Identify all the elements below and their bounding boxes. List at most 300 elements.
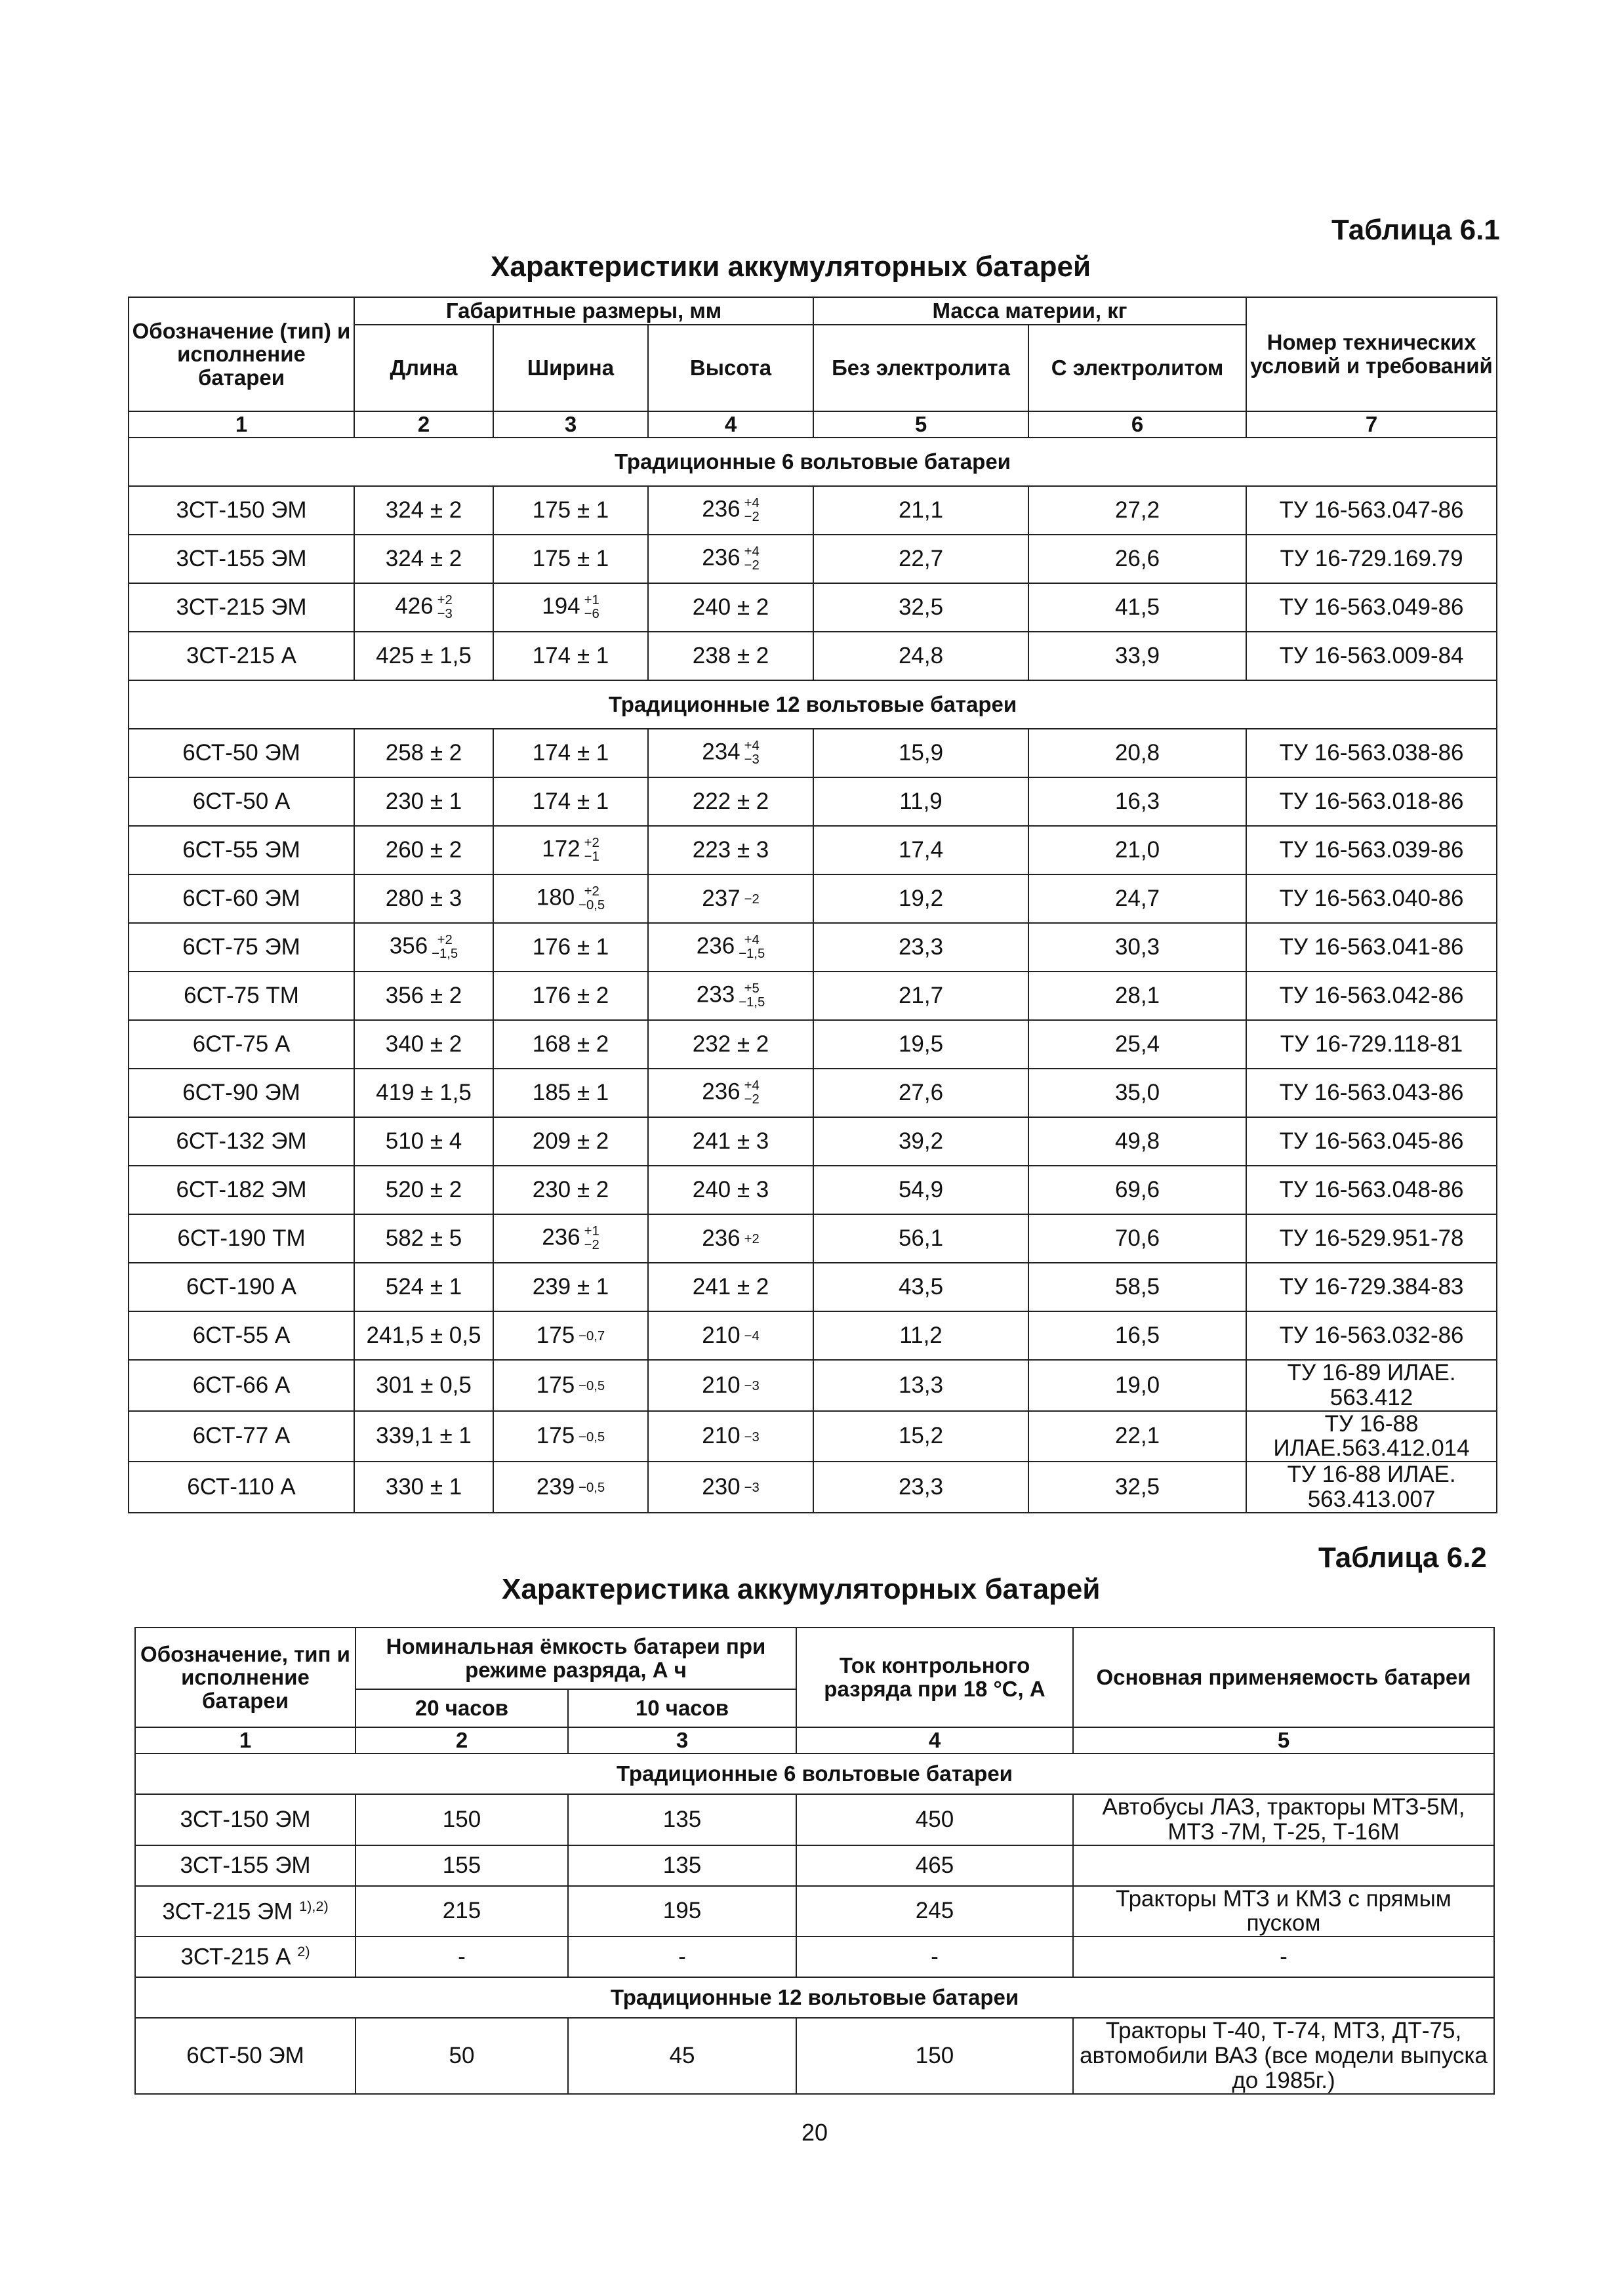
width-value: 194: [542, 593, 580, 619]
height-value: 210: [702, 1423, 741, 1449]
cell-width: [493, 972, 648, 1020]
table2-12v-rows: [135, 2018, 1494, 2093]
cell-length: [354, 1462, 493, 1513]
table2-label: Таблица 6.2: [1318, 1542, 1487, 1574]
width-value: 176 ± 2: [532, 983, 609, 1009]
tolerance-lower: −0,5: [579, 1481, 605, 1496]
type-value: 3СТ-155 ЭМ: [180, 1852, 311, 1878]
height-value: 236: [702, 544, 741, 571]
length-value: 324 ± 2: [385, 546, 462, 572]
width-tolerance: [579, 885, 605, 913]
cell-usage: Автобусы ЛАЗ, тракторы МТЗ-5М, МТЗ -7М, Т-25, Т-16М: [1073, 1794, 1494, 1845]
cell-length: [354, 583, 493, 632]
table-row: [135, 2018, 1494, 2093]
table-row: [135, 1794, 1494, 1845]
cell-tu: ТУ 16-88 ИЛАЕ. 563.413.007: [1246, 1462, 1497, 1513]
table-row: [129, 923, 1497, 972]
cell-c10: 135: [568, 1794, 796, 1845]
length-value: 419 ± 1,5: [376, 1080, 472, 1106]
cell-mass-wet: 26,6: [1028, 535, 1246, 583]
cell-tu: ТУ 16-729.384-83: [1246, 1263, 1497, 1311]
cell-mass-dry: 23,3: [813, 1462, 1028, 1513]
length-value: 340 ± 2: [385, 1031, 462, 1057]
cell-c10: -: [568, 1937, 796, 1977]
cell-length: [354, 1311, 493, 1360]
cell-tu: ТУ 16-563.045-86: [1246, 1117, 1497, 1166]
height-value: 241 ± 3: [692, 1128, 769, 1155]
cell-width: [493, 1069, 648, 1117]
height-value: 236: [702, 496, 741, 522]
cell-type: 6СТ-190 А: [129, 1263, 354, 1311]
table-row: [129, 1117, 1497, 1166]
cell-mass-wet: 16,3: [1028, 777, 1246, 826]
cell-tu: ТУ 16-729.169.79: [1246, 535, 1497, 583]
cell-type: 6СТ-75 А: [129, 1020, 354, 1069]
cell-current: 150: [796, 2018, 1073, 2093]
footnote-mark: 2): [297, 1943, 310, 1960]
height-value: 236: [696, 933, 735, 959]
height-tolerance: [744, 1330, 760, 1343]
cell-tu: ТУ 16-563.048-86: [1246, 1166, 1497, 1214]
length-value: 301 ± 0,5: [376, 1372, 472, 1398]
column-numbers: [129, 411, 1497, 438]
tolerance-lower: −6: [584, 607, 599, 621]
width-value: 172: [542, 836, 580, 862]
height-tolerance: [744, 497, 760, 525]
header-dimensions: Габаритные размеры, мм: [354, 297, 813, 325]
cell-tu: ТУ 16-563.049-86: [1246, 583, 1497, 632]
column-number: 7: [1246, 411, 1497, 438]
cell-mass-wet: 22,1: [1028, 1411, 1246, 1462]
cell-mass-dry: 19,5: [813, 1020, 1028, 1069]
cell-height: [648, 583, 813, 632]
cell-length: [354, 632, 493, 680]
width-value: 174 ± 1: [532, 643, 609, 669]
tolerance-upper: +1: [584, 592, 599, 607]
cell-type: 6СТ-75 ЭМ: [129, 923, 354, 972]
cell-type: 6СТ-66 А: [129, 1360, 354, 1411]
table-row: [129, 777, 1497, 826]
length-value: 425 ± 1,5: [376, 643, 472, 669]
height-value: 236: [702, 1225, 741, 1252]
cell-mass-wet: 16,5: [1028, 1311, 1246, 1360]
cell-width: [493, 1311, 648, 1360]
header-without-electrolyte: Без электролита: [813, 325, 1028, 411]
cell-mass-wet: 20,8: [1028, 729, 1246, 777]
tolerance-upper: +2: [437, 932, 453, 947]
height-value: 237: [702, 886, 741, 912]
cell-length: [354, 1020, 493, 1069]
cell-width: [493, 777, 648, 826]
cell-tu: ТУ 16-563.040-86: [1246, 874, 1497, 923]
cell-length: [354, 874, 493, 923]
height-value: 210: [702, 1372, 741, 1398]
cell-mass-dry: 43,5: [813, 1263, 1028, 1311]
cell-height: [648, 632, 813, 680]
cell-mass-wet: 19,0: [1028, 1360, 1246, 1411]
table1-title: Характеристики аккумуляторных батарей: [491, 251, 1091, 283]
height-value: 236: [702, 1078, 741, 1105]
cell-length: [354, 486, 493, 535]
cell-width: [493, 1020, 648, 1069]
tolerance-lower: −0,5: [579, 1429, 605, 1445]
table-row: [129, 1311, 1497, 1360]
column-number: 5: [1073, 1727, 1494, 1753]
length-value: 280 ± 3: [385, 886, 462, 912]
height-tolerance: [744, 1481, 760, 1495]
cell-mass-dry: 15,9: [813, 729, 1028, 777]
cell-type: 6СТ-60 ЭМ: [129, 874, 354, 923]
cell-height: [648, 1360, 813, 1411]
cell-length: [354, 826, 493, 874]
table-row: [129, 535, 1497, 583]
cell-type: [135, 2018, 355, 2093]
tolerance-lower: −1: [584, 850, 599, 864]
cell-height: [648, 535, 813, 583]
length-value: 330 ± 1: [385, 1474, 462, 1500]
cell-width: [493, 729, 648, 777]
cell-c20: 50: [355, 2018, 568, 2093]
table-row: [129, 826, 1497, 874]
cell-mass-dry: 21,1: [813, 486, 1028, 535]
header-length: Длина: [354, 325, 493, 411]
cell-type: 6СТ-75 ТМ: [129, 972, 354, 1020]
cell-c20: 215: [355, 1886, 568, 1937]
tolerance-lower: −3: [744, 752, 760, 767]
column-number: 5: [813, 411, 1028, 438]
cell-length: [354, 535, 493, 583]
cell-height: [648, 972, 813, 1020]
cell-type: 6СТ-50 ЭМ: [129, 729, 354, 777]
column-number: 2: [355, 1727, 568, 1753]
cell-height: [648, 1462, 813, 1513]
cell-mass-dry: 22,7: [813, 535, 1028, 583]
cell-type: 6СТ-55 А: [129, 1311, 354, 1360]
cell-mass-wet: 41,5: [1028, 583, 1246, 632]
cell-tu: ТУ 16-563.018-86: [1246, 777, 1497, 826]
cell-mass-dry: 13,3: [813, 1360, 1028, 1411]
cell-type: 6СТ-132 ЭМ: [129, 1117, 354, 1166]
length-value: 524 ± 1: [385, 1274, 462, 1300]
cell-c10: 45: [568, 2018, 796, 2093]
tolerance-lower: −1,5: [739, 947, 765, 961]
cell-mass-wet: 58,5: [1028, 1263, 1246, 1311]
width-tolerance: [579, 1481, 605, 1495]
cell-type: 6СТ-90 ЭМ: [129, 1069, 354, 1117]
column-number: 2: [354, 411, 493, 438]
cell-mass-dry: 21,7: [813, 972, 1028, 1020]
cell-width: [493, 1263, 648, 1311]
width-tolerance: [584, 594, 599, 622]
cell-width: [493, 874, 648, 923]
table-row: [129, 486, 1497, 535]
cell-type: 3СТ-215 А: [129, 632, 354, 680]
height-value: 230: [702, 1474, 741, 1500]
cell-mass-dry: 54,9: [813, 1166, 1028, 1214]
table-row: [129, 1214, 1497, 1263]
tolerance-upper: +2: [744, 1232, 760, 1247]
tolerance-upper: +2: [437, 592, 453, 607]
cell-usage: [1073, 1845, 1494, 1886]
length-value: 582 ± 5: [385, 1225, 462, 1252]
cell-length: [354, 1263, 493, 1311]
width-value: 239: [536, 1474, 575, 1500]
cell-type: 6СТ-182 ЭМ: [129, 1166, 354, 1214]
cell-width: [493, 1117, 648, 1166]
tolerance-lower: −3: [744, 1379, 760, 1393]
height-tolerance: [739, 982, 765, 1010]
cell-type: [135, 1937, 355, 1977]
cell-width: [493, 535, 648, 583]
cell-tu: ТУ 16-563.039-86: [1246, 826, 1497, 874]
cell-type: 6СТ-55 ЭМ: [129, 826, 354, 874]
cell-c20: 155: [355, 1845, 568, 1886]
column-number: 4: [648, 411, 813, 438]
cell-tu: ТУ 16-529.951-78: [1246, 1214, 1497, 1263]
type-value: 3СТ-150 ЭМ: [180, 1806, 311, 1832]
cell-type: 6СТ-50 А: [129, 777, 354, 826]
t2-header-current: Ток контрольного разряда при 18 °С, А: [796, 1628, 1073, 1727]
cell-height: [648, 1263, 813, 1311]
cell-mass-dry: 17,4: [813, 826, 1028, 874]
table-row: [129, 874, 1497, 923]
column-number: 6: [1028, 411, 1246, 438]
tolerance-upper: +4: [744, 932, 760, 947]
cell-tu: ТУ 16-563.043-86: [1246, 1069, 1497, 1117]
tolerance-upper: +2: [584, 835, 599, 850]
header-designation: Обозначение (тип) и исполнение батареи: [129, 297, 354, 411]
length-value: 356: [389, 933, 428, 959]
length-value: 510 ± 4: [385, 1128, 462, 1155]
column-number: 3: [568, 1727, 796, 1753]
height-tolerance: [744, 545, 760, 573]
cell-length: [354, 1411, 493, 1462]
height-value: 232 ± 2: [692, 1031, 769, 1057]
cell-length: [354, 729, 493, 777]
tolerance-upper: +5: [744, 981, 760, 996]
tolerance-lower: −2: [744, 892, 760, 907]
cell-mass-dry: 19,2: [813, 874, 1028, 923]
cell-c20: -: [355, 1937, 568, 1977]
cell-type: 6СТ-77 А: [129, 1411, 354, 1462]
t2-header-designation: Обозначение, тип и исполнение батареи: [135, 1628, 355, 1727]
cell-height: [648, 1166, 813, 1214]
cell-mass-dry: 15,2: [813, 1411, 1028, 1462]
cell-c10: 135: [568, 1845, 796, 1886]
cell-mass-wet: 35,0: [1028, 1069, 1246, 1117]
cell-width: [493, 1214, 648, 1263]
cell-tu: ТУ 16-563.047-86: [1246, 486, 1497, 535]
height-value: 234: [702, 739, 741, 765]
width-value: 236: [542, 1224, 580, 1250]
width-tolerance: [584, 1225, 599, 1253]
cell-mass-dry: 24,8: [813, 632, 1028, 680]
table-row: [129, 1462, 1497, 1513]
column-number: 4: [796, 1727, 1073, 1753]
page-number: 20: [802, 2119, 828, 2146]
length-value: 426: [395, 593, 434, 619]
cell-height: [648, 923, 813, 972]
cell-type: 3СТ-215 ЭМ: [129, 583, 354, 632]
width-tolerance: [579, 1330, 605, 1343]
footnote-mark: 1),2): [299, 1897, 329, 1914]
cell-width: [493, 826, 648, 874]
height-tolerance: [744, 1233, 760, 1246]
table2-title: Характеристика аккумуляторных батарей: [502, 1573, 1101, 1605]
width-value: 174 ± 1: [532, 789, 609, 815]
cell-mass-dry: 39,2: [813, 1117, 1028, 1166]
height-tolerance: [744, 1380, 760, 1393]
tolerance-upper: +4: [744, 1078, 760, 1093]
table-row: [129, 729, 1497, 777]
tolerance-lower: −2: [744, 1092, 760, 1107]
t2-section-6v: Традиционные 6 вольтовые батареи: [135, 1753, 1494, 1794]
height-value: 240 ± 2: [692, 594, 769, 621]
t2-header-20h: 20 часов: [355, 1689, 568, 1727]
cell-length: [354, 923, 493, 972]
height-tolerance: [744, 1079, 760, 1107]
tolerance-lower: −3: [744, 1481, 760, 1496]
length-value: 520 ± 2: [385, 1177, 462, 1203]
table-row: [129, 1411, 1497, 1462]
cell-usage: -: [1073, 1937, 1494, 1977]
table2: [134, 1627, 1495, 2095]
header-width: Ширина: [493, 325, 648, 411]
cell-length: [354, 1069, 493, 1117]
height-value: 238 ± 2: [692, 643, 769, 669]
table-row: [129, 1020, 1497, 1069]
height-value: 223 ± 3: [692, 837, 769, 863]
cell-height: [648, 486, 813, 535]
cell-height: [648, 1311, 813, 1360]
tolerance-lower: −4: [744, 1329, 760, 1344]
cell-mass-wet: 33,9: [1028, 632, 1246, 680]
tolerance-lower: −0,5: [579, 1379, 605, 1393]
height-value: 240 ± 3: [692, 1177, 769, 1203]
length-value: 356 ± 2: [385, 983, 462, 1009]
cell-height: [648, 874, 813, 923]
cell-current: 465: [796, 1845, 1073, 1886]
cell-type: 6СТ-110 А: [129, 1462, 354, 1513]
column-number: 1: [135, 1727, 355, 1753]
height-value: 233: [696, 981, 735, 1008]
length-value: 339,1 ± 1: [376, 1423, 472, 1449]
type-value: 3СТ-215 ЭМ: [162, 1898, 293, 1925]
width-tolerance: [579, 1431, 605, 1445]
cell-tu: ТУ 16-563.032-86: [1246, 1311, 1497, 1360]
cell-width: [493, 632, 648, 680]
height-tolerance: [739, 933, 765, 962]
tolerance-lower: −1,5: [432, 947, 458, 961]
cell-current: 245: [796, 1886, 1073, 1937]
cell-width: [493, 1411, 648, 1462]
cell-tu: ТУ 16-89 ИЛАЕ. 563.412: [1246, 1360, 1497, 1411]
cell-mass-dry: 27,6: [813, 1069, 1028, 1117]
cell-current: -: [796, 1937, 1073, 1977]
width-value: 175: [536, 1423, 575, 1449]
table-row: [135, 1886, 1494, 1937]
tolerance-lower: −2: [584, 1238, 599, 1252]
cell-type: 3СТ-150 ЭМ: [129, 486, 354, 535]
cell-tu: ТУ 16-88 ИЛАЕ.563.412.014: [1246, 1411, 1497, 1462]
cell-length: [354, 1360, 493, 1411]
cell-type: [135, 1845, 355, 1886]
table-row: [129, 1360, 1497, 1411]
cell-length: [354, 777, 493, 826]
height-tolerance: [744, 1431, 760, 1445]
table1-label: Таблица 6.1: [1331, 214, 1500, 246]
cell-tu: ТУ 16-563.042-86: [1246, 972, 1497, 1020]
cell-mass-dry: 11,2: [813, 1311, 1028, 1360]
height-value: 210: [702, 1322, 741, 1349]
length-value: 241,5 ± 0,5: [366, 1322, 481, 1349]
cell-mass-dry: 32,5: [813, 583, 1028, 632]
cell-width: [493, 583, 648, 632]
tolerance-upper: +4: [744, 738, 760, 753]
t2-header-capacity: Номинальная ёмкость батареи при режиме разряда, А ч: [355, 1628, 796, 1689]
table-row: [129, 632, 1497, 680]
header-with-electrolyte: С электролитом: [1028, 325, 1246, 411]
cell-length: [354, 1117, 493, 1166]
type-value: 3СТ-215 А: [180, 1944, 291, 1971]
height-tolerance: [744, 739, 760, 768]
width-value: 174 ± 1: [532, 740, 609, 766]
cell-height: [648, 1411, 813, 1462]
width-value: 185 ± 1: [532, 1080, 609, 1106]
cell-mass-wet: 27,2: [1028, 486, 1246, 535]
section-6v: Традиционные 6 вольтовые батареи: [129, 438, 1497, 486]
cell-type: 6СТ-190 ТМ: [129, 1214, 354, 1263]
column-number: 1: [129, 411, 354, 438]
cell-mass-wet: 24,7: [1028, 874, 1246, 923]
width-value: 168 ± 2: [532, 1031, 609, 1057]
table-row: [129, 1263, 1497, 1311]
cell-type: [135, 1794, 355, 1845]
width-value: 230 ± 2: [532, 1177, 609, 1203]
tolerance-lower: −3: [437, 607, 453, 621]
length-tolerance: [437, 594, 453, 622]
width-value: 239 ± 1: [532, 1274, 609, 1300]
cell-mass-wet: 70,6: [1028, 1214, 1246, 1263]
cell-mass-wet: 32,5: [1028, 1462, 1246, 1513]
cell-tu: ТУ 16-563.041-86: [1246, 923, 1497, 972]
width-tolerance: [579, 1380, 605, 1393]
cell-c20: 150: [355, 1794, 568, 1845]
tolerance-lower: −1,5: [739, 995, 765, 1010]
height-value: 241 ± 2: [692, 1274, 769, 1300]
length-value: 230 ± 1: [385, 789, 462, 815]
table1-6v-rows: [129, 486, 1497, 680]
cell-length: [354, 1214, 493, 1263]
cell-width: [493, 486, 648, 535]
type-value: 6СТ-50 ЭМ: [186, 2042, 304, 2068]
height-tolerance: [744, 893, 760, 907]
table2-6v-rows: [135, 1794, 1494, 1977]
tolerance-upper: +4: [744, 495, 760, 510]
table-row: [129, 583, 1497, 632]
cell-mass-dry: 11,9: [813, 777, 1028, 826]
table-row: [135, 1937, 1494, 1977]
cell-height: [648, 777, 813, 826]
tolerance-upper: +2: [584, 884, 599, 899]
width-value: 175 ± 1: [532, 497, 609, 523]
height-value: 222 ± 2: [692, 789, 769, 815]
cell-length: [354, 1166, 493, 1214]
width-value: 175: [536, 1372, 575, 1398]
cell-width: [493, 1462, 648, 1513]
header-mass: Масса материи, кг: [813, 297, 1246, 325]
length-tolerance: [432, 933, 458, 962]
